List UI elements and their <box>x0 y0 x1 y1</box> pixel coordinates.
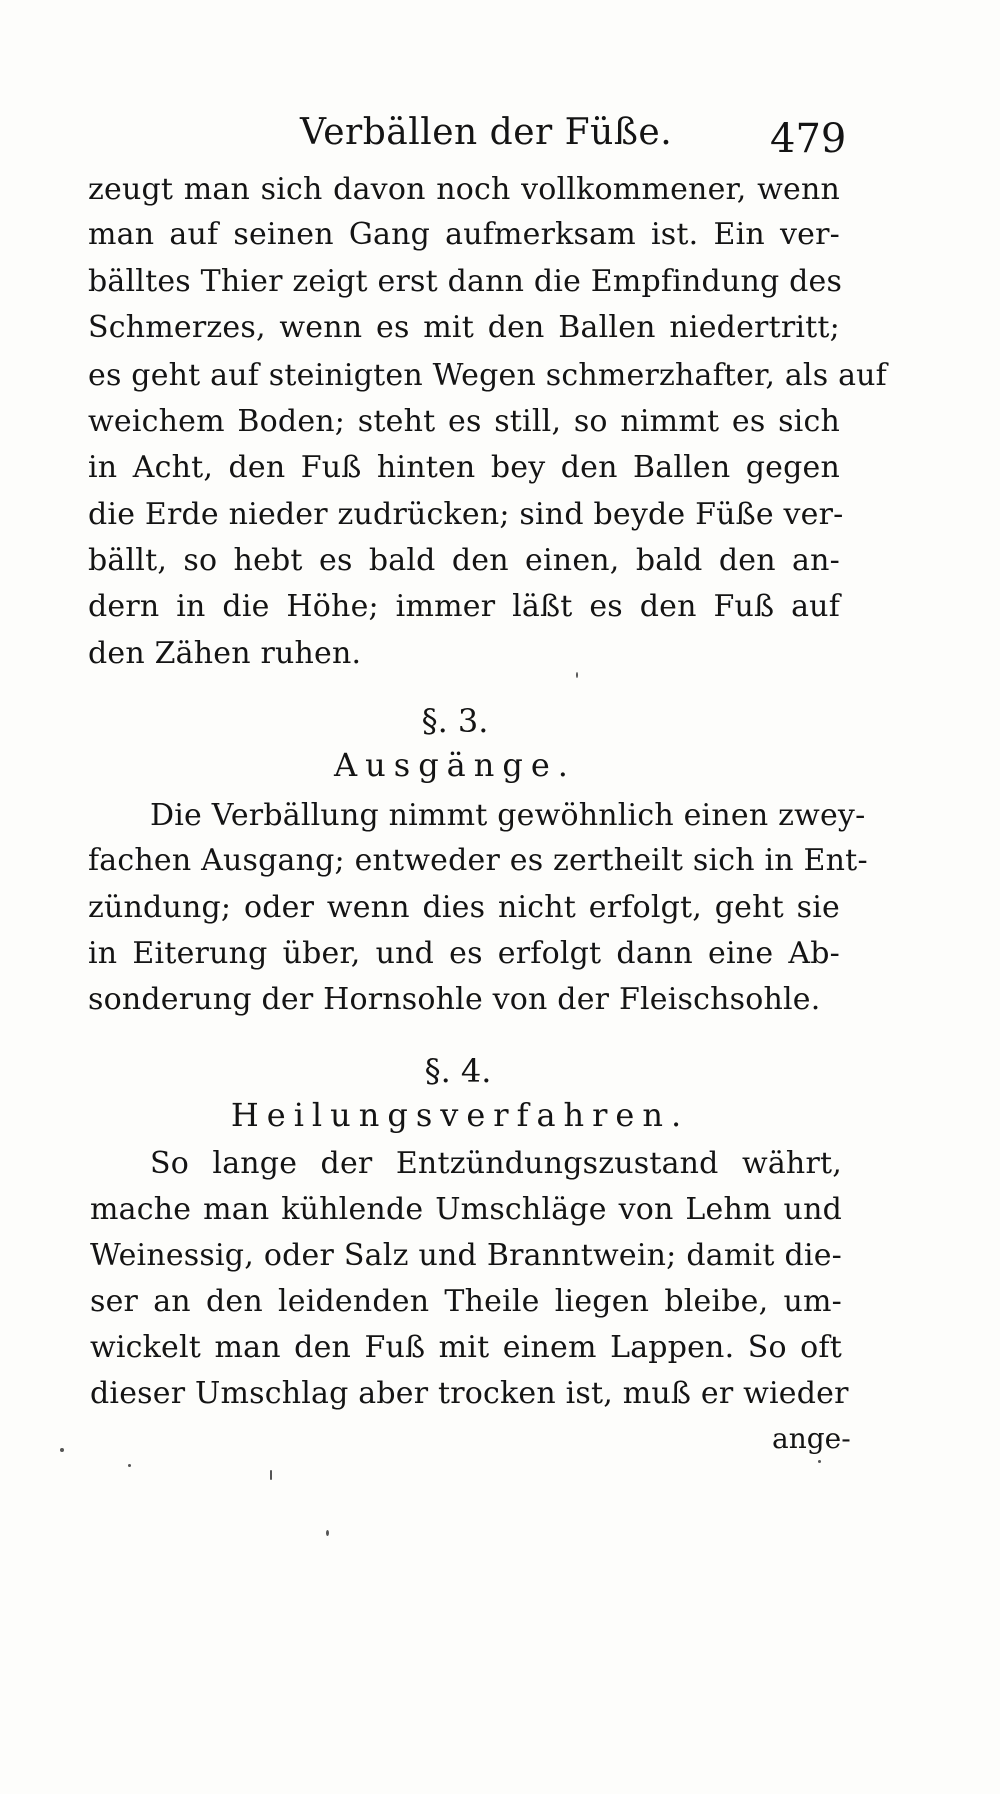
text-line: bällt, so hebt es bald den einen, bald den an- <box>88 543 840 578</box>
text-line: Schmerzes, wenn es mit den Ballen niedertritt; <box>88 310 840 345</box>
text-line: zündung; oder wenn dies nicht erfolgt, geht sie <box>88 890 840 925</box>
catchword: ange- <box>772 1422 851 1455</box>
scan-speck <box>128 1464 131 1467</box>
section-title: Ausgänge. <box>334 746 576 784</box>
text-line: mache man kühlende Umschläge von Lehm und <box>90 1192 842 1227</box>
page-number: 479 <box>770 116 847 162</box>
text-line: bälltes Thier zeigt erst dann die Empfindung des <box>88 264 843 299</box>
text-line: es geht auf steinigten Wegen schmerzhafter, als auf <box>88 358 887 393</box>
scan-speck <box>576 672 578 678</box>
section-number: §. 4. <box>424 1052 492 1090</box>
text-line: man auf seinen Gang aufmerksam ist. Ein ver- <box>88 217 840 252</box>
text-line: weichem Boden; steht es still, so nimmt es sich <box>88 404 840 439</box>
text-line: sonderung der Hornsohle von der Fleischsohle. <box>88 982 821 1017</box>
text-line: in Acht, den Fuß hinten bey den Ballen gegen <box>88 450 840 485</box>
text-line: So lange der Entzündungszustand währt, <box>150 1146 842 1181</box>
section-number: §. 3. <box>421 702 489 740</box>
scan-speck <box>60 1448 64 1452</box>
text-line: Die Verbällung nimmt gewöhnlich einen zwey- <box>150 798 866 833</box>
text-line: wickelt man den Fuß mit einem Lappen. So oft <box>90 1330 842 1365</box>
text-line: fachen Ausgang; entweder es zertheilt sich in Ent- <box>88 843 868 878</box>
text-line: in Eiterung über, und es erfolgt dann eine Ab- <box>88 936 840 971</box>
text-line: die Erde nieder zudrücken; sind beyde Füße ver- <box>88 497 844 532</box>
scan-speck <box>270 1470 272 1480</box>
text-line: dieser Umschlag aber trocken ist, muß er wieder <box>90 1376 849 1411</box>
scan-speck <box>326 1530 329 1536</box>
running-title: Verbällen der Füße. <box>300 112 673 153</box>
scan-speck <box>818 1460 821 1463</box>
section-title: Heilungsverfahren. <box>230 1096 690 1134</box>
text-line: den Zähen ruhen. <box>88 636 362 671</box>
text-line: ser an den leidenden Theile liegen bleibe, um- <box>90 1284 842 1319</box>
text-line: dern in die Höhe; immer läßt es den Fuß auf <box>88 589 840 624</box>
text-line: Weinessig, oder Salz und Branntwein; damit die- <box>90 1238 842 1273</box>
text-line: zeugt man sich davon noch vollkommener, wenn <box>88 172 840 207</box>
